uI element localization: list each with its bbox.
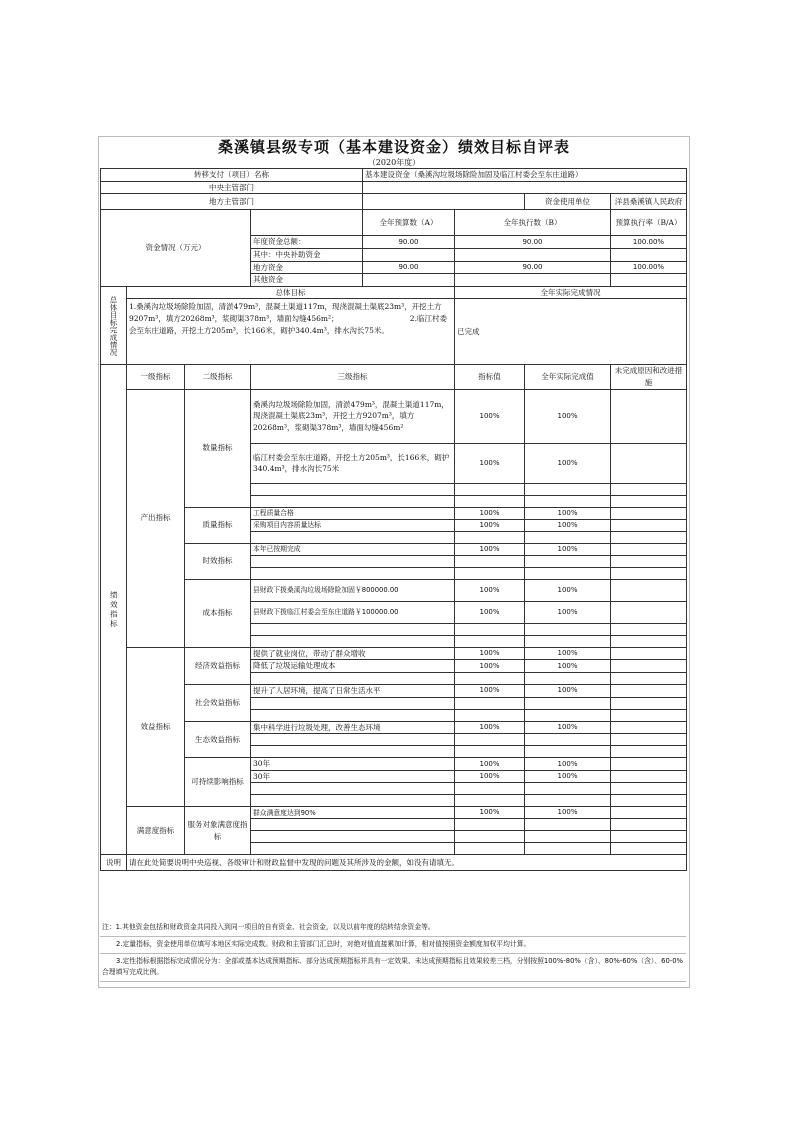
funds-row-exec: 90.00 (455, 261, 611, 274)
indicator-text: 采购项目内容质量达标 (251, 519, 455, 531)
funds-row-label: 年度资金总额： (251, 236, 363, 249)
indicator-value: 100% (455, 660, 525, 673)
indicator-text: 30年 (251, 758, 455, 771)
explain-text: 请在此处简要说明中央巡视、各级审计和财政监督中发现的问题及其所涉及的金额，如没有请填无。 (127, 855, 687, 871)
indicator-value: 100% (455, 519, 525, 531)
indicator-reason (611, 770, 687, 783)
indicator-value: 100% (455, 721, 525, 734)
funds-row-budget (363, 274, 455, 287)
funds-row-label: 其中：中央补助资金 (251, 248, 363, 261)
indicator-reason (611, 579, 687, 601)
explain-label: 说明 (101, 855, 127, 871)
indicator-actual: 100% (525, 721, 611, 734)
indicator-value: 100% (455, 601, 525, 623)
overall-col-actual: 全年实际完成情况 (455, 286, 687, 299)
indicator-text: 提升了人居环境，提高了日常生活水平 (251, 684, 455, 697)
indicator-value: 100% (455, 758, 525, 771)
funds-row-rate (611, 274, 687, 287)
indicator-reason (611, 758, 687, 771)
central-dept-label: 中央主管部门 (101, 181, 363, 194)
fund-unit-label: 资金使用单位 (525, 194, 611, 210)
indicator-reason (611, 807, 687, 819)
transfer-value: 基本建设资金（桑溪沟垃圾场除险加固及临江村委会至东庄道路） (363, 169, 687, 182)
indicator-text: 桑溪沟垃圾场除险加固，清淤479m³，混凝土渠道117m，现浇混凝土渠底23m³，开挖土方9207m³，填方20268m³，浆砌渠378m³，墙面勾缝456m² (251, 389, 455, 443)
indicator-reason (611, 543, 687, 555)
social-label: 社会效益指标 (185, 684, 251, 721)
indicator-actual: 100% (525, 579, 611, 601)
indicator-actual: 100% (525, 443, 611, 483)
central-dept-row (101, 181, 687, 194)
indicator-row (101, 647, 687, 660)
note-1: 注：1.其他资金包括和财政资金共同投入到同一项目的自有资金、社会资金，以及以前年度的结转结余资金等。 (100, 920, 686, 937)
funds-row-rate: 100.00% (611, 261, 687, 274)
indicator-text: 降低了垃圾运输处理成本 (251, 660, 455, 673)
explain-row (101, 855, 687, 871)
indicator-reason (611, 389, 687, 443)
funds-col-exec: 全年执行数（B） (455, 210, 611, 236)
indicator-value: 100% (455, 647, 525, 660)
indicator-text: 临江村委会至东庄道路，开挖土方205m³，长166米，砌护340.4m³，排水沟长75米 (251, 443, 455, 483)
indicator-row (101, 579, 687, 601)
satisfaction-sub-label: 服务对象满意度指标 (185, 807, 251, 855)
indicator-value: 100% (455, 579, 525, 601)
evaluation-table (100, 168, 687, 871)
local-dept-label: 地方主管部门 (101, 194, 363, 210)
funds-col-budget: 全年预算数（A） (363, 210, 455, 236)
form-title: 桑溪镇县级专项（基本建设资金）绩效目标自评表 (217, 138, 570, 156)
indicator-row (101, 543, 687, 555)
indicator-row (101, 721, 687, 734)
header-level2: 二级指标 (185, 365, 251, 389)
benefit-label: 效益指标 (127, 647, 185, 807)
indicator-actual: 100% (525, 647, 611, 660)
indicator-header-row (101, 365, 687, 389)
funds-col-rate: 预算执行率（B/A） (611, 210, 687, 236)
funds-row-budget (363, 248, 455, 261)
indicator-value: 100% (455, 807, 525, 819)
indicator-reason (611, 721, 687, 734)
header-value: 指标值 (455, 365, 525, 389)
overall-content-row (101, 299, 687, 365)
indicator-actual: 100% (525, 543, 611, 555)
indicator-text: 集中科学进行垃圾处理，改善生态环境 (251, 721, 455, 734)
indicator-reason (611, 519, 687, 531)
economic-label: 经济效益指标 (185, 647, 251, 684)
indicator-reason (611, 507, 687, 519)
fund-unit-value: 洋县桑溪镇人民政府 (611, 194, 687, 210)
indicator-text: 县财政下拨桑溪沟垃圾场除险加固￥800000.00 (251, 579, 455, 601)
indicator-row (101, 758, 687, 771)
output-label: 产出指标 (127, 389, 185, 647)
form-subtitle: （2020年度） (367, 158, 421, 167)
transfer-row (101, 169, 687, 182)
indicator-text: 30年 (251, 770, 455, 783)
indicator-text: 提供了就业岗位，带动了群众增收 (251, 647, 455, 660)
indicator-row (101, 507, 687, 519)
funds-label: 资金情况（万元） (101, 210, 251, 287)
funds-row-rate (611, 248, 687, 261)
quantity-label: 数量指标 (185, 389, 251, 507)
funds-row-budget: 90.00 (363, 236, 455, 249)
indicator-actual: 100% (525, 758, 611, 771)
overall-col-goal: 总体目标 (127, 286, 455, 299)
indicator-text: 群众满意度达到90% (251, 807, 455, 819)
note-3: 3.定性指标根据指标完成情况分为：全部或基本达成预期指标、部分达成预期指标并具有一定效果、未达成预期指标且效果较差三档，分别按照100%-80%（含）、80%-60%（含）、60-0%合理填写完成比例。 (100, 954, 686, 982)
funds-row-exec: 90.00 (455, 236, 611, 249)
indicator-row (101, 684, 687, 697)
funds-row-exec (455, 274, 611, 287)
overall-side-label: 总体目标完成情况 (101, 286, 127, 365)
indicator-value: 100% (455, 507, 525, 519)
funds-row-label: 其他资金 (251, 274, 363, 287)
quality-label: 质量指标 (185, 507, 251, 543)
overall-goal-text: 1.桑溪沟垃圾场除险加固，清淤479m³，混凝土渠道117m，现浇混凝土渠底23m³，开挖土方9207m³，填方20268m³，浆砌渠378m³，墙面勾缝456m²； 2.临江村委会至东庄道路，开挖土方205m³，长166米，砌护340.4m³，排水沟长75米。 (127, 299, 455, 365)
indicator-value: 100% (455, 770, 525, 783)
funds-row-budget: 90.00 (363, 261, 455, 274)
indicator-row (101, 807, 687, 819)
header-actual: 全年实际完成值 (525, 365, 611, 389)
indicator-actual: 100% (525, 389, 611, 443)
indicator-value: 100% (455, 389, 525, 443)
ecological-label: 生态效益指标 (185, 721, 251, 758)
funds-header-blank (251, 210, 363, 236)
indicator-actual: 100% (525, 507, 611, 519)
indicator-actual: 100% (525, 519, 611, 531)
header-reason: 未完成原因和改进措施 (611, 365, 687, 389)
funds-row-label: 地方资金 (251, 261, 363, 274)
indicator-reason (611, 684, 687, 697)
indicator-value: 100% (455, 684, 525, 697)
funds-row-rate: 100.00% (611, 236, 687, 249)
indicator-text: 工程质量合格 (251, 507, 455, 519)
indicator-reason (611, 601, 687, 623)
indicator-actual: 100% (525, 660, 611, 673)
overall-actual-text: 已完成 (455, 299, 687, 365)
central-dept-value (363, 181, 687, 194)
indicator-text: 本年已按期完成 (251, 543, 455, 555)
funds-row-exec (455, 248, 611, 261)
indicator-actual: 100% (525, 684, 611, 697)
cost-label: 成本指标 (185, 579, 251, 647)
indicator-actual: 100% (525, 601, 611, 623)
indicator-reason (611, 647, 687, 660)
timeliness-label: 时效指标 (185, 543, 251, 579)
indicator-actual: 100% (525, 770, 611, 783)
local-dept-row (101, 194, 687, 210)
indicator-row (101, 389, 687, 443)
header-level1: 一级指标 (127, 365, 185, 389)
sustainable-label: 可持续影响指标 (185, 758, 251, 807)
local-dept-value (363, 194, 525, 210)
header-level3: 三级指标 (251, 365, 455, 389)
indicator-actual: 100% (525, 807, 611, 819)
satisfaction-label: 满意度指标 (127, 807, 185, 855)
overall-header-row (101, 286, 687, 299)
transfer-label: 转移支付（项目）名称 (101, 169, 363, 182)
notes-section (100, 920, 686, 982)
indicator-value: 100% (455, 443, 525, 483)
indicator-reason (611, 660, 687, 673)
funds-header-row (101, 210, 687, 236)
indicator-text: 县财政下拨临江村委会至东庄道路￥100000.00 (251, 601, 455, 623)
indicator-side-label: 绩效指标 (101, 365, 127, 855)
note-2: 2.定量指标，资金使用单位填写本地区实际完成数。财政和主管部门汇总时，对绝对值直接累加计算，相对值按照资金额度加权平均计算。 (100, 937, 686, 954)
indicator-reason (611, 443, 687, 483)
indicator-value: 100% (455, 543, 525, 555)
